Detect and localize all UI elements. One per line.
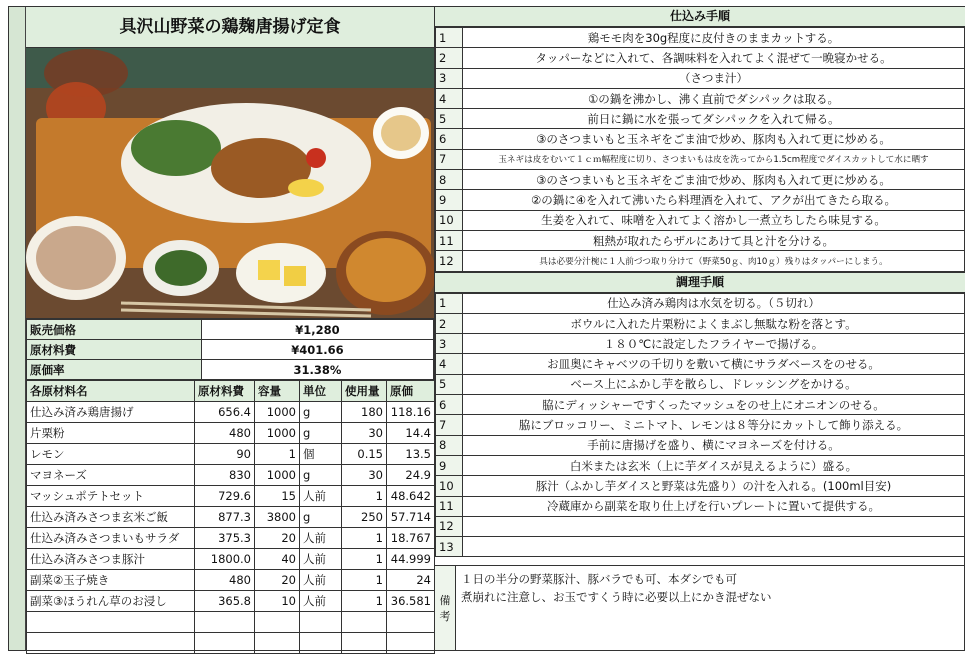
table-cell xyxy=(387,612,435,633)
step-text: （さつま汁） xyxy=(463,68,965,88)
step-number: 10 xyxy=(436,210,463,230)
table-cell: 1000 xyxy=(255,423,300,444)
step-row xyxy=(436,293,965,313)
table-cell: 1 xyxy=(342,549,387,570)
step-number: 5 xyxy=(436,109,463,129)
table-row xyxy=(27,591,435,612)
table-cell: 10 xyxy=(255,591,300,612)
summary-value: 31.38% xyxy=(202,360,434,380)
step-text: 冷蔵庫から副菜を取り仕上げを行いプレートに置いて提供する。 xyxy=(463,496,965,516)
table-cell: 人前 xyxy=(300,591,342,612)
column-header: 原材料費 xyxy=(195,381,255,402)
price-summary xyxy=(26,319,434,380)
step-number: 6 xyxy=(436,395,463,415)
cook-steps-table xyxy=(435,293,965,558)
table-cell: 20 xyxy=(255,528,300,549)
ingredients-table xyxy=(26,380,435,654)
step-number: 10 xyxy=(436,476,463,496)
right-panel xyxy=(434,7,965,650)
table-cell xyxy=(342,612,387,633)
table-cell: 830 xyxy=(195,465,255,486)
summary-label: 原価率 xyxy=(27,360,202,380)
step-number: 4 xyxy=(436,354,463,374)
table-cell: 1 xyxy=(342,570,387,591)
notes-line: 煮崩れに注意し、お玉ですくう時に必要以上にかき混ぜない xyxy=(461,590,772,604)
table-cell: 375.3 xyxy=(195,528,255,549)
step-text: ③のさつまいもと玉ネギをごま油で炒め、豚肉も入れて更に炒める。 xyxy=(463,170,965,190)
step-text: お皿奥にキャベツの千切りを敷いて横にサラダベースをのせる。 xyxy=(463,354,965,374)
step-row xyxy=(436,354,965,374)
table-cell xyxy=(195,633,255,654)
table-cell: 24.9 xyxy=(387,465,435,486)
table-cell: 57.714 xyxy=(387,507,435,528)
table-cell: 18.767 xyxy=(387,528,435,549)
step-text: 生姜を入れて、味噌を入れてよく溶かし一煮立ちしたら味見する。 xyxy=(463,210,965,230)
table-cell: 13.5 xyxy=(387,444,435,465)
step-row xyxy=(436,476,965,496)
step-row xyxy=(436,496,965,516)
table-cell: g xyxy=(300,423,342,444)
step-text: 具は必要分汁椀に１人前づつ取り分けて（野菜50ｇ、肉10ｇ）残りはタッパーにしまう。 xyxy=(463,251,965,271)
table-cell: 729.6 xyxy=(195,486,255,507)
table-cell: 人前 xyxy=(300,549,342,570)
step-number: 2 xyxy=(436,313,463,333)
table-row xyxy=(27,570,435,591)
table-cell: 118.16 xyxy=(387,402,435,423)
table-cell: 656.4 xyxy=(195,402,255,423)
prep-steps-table xyxy=(435,27,965,272)
step-text: ①の鍋を沸かし、沸く直前でダシパックは取る。 xyxy=(463,88,965,108)
table-cell: 30 xyxy=(342,465,387,486)
table-cell: 1000 xyxy=(255,402,300,423)
column-header: 使用量 xyxy=(342,381,387,402)
summary-label: 販売価格 xyxy=(27,320,202,340)
summary-row xyxy=(27,320,434,340)
step-row xyxy=(436,190,965,210)
table-row xyxy=(27,528,435,549)
step-number: 12 xyxy=(436,251,463,271)
step-number: 4 xyxy=(436,88,463,108)
meal-photo-icon xyxy=(26,48,434,318)
table-cell: 仕込み済み鶏唐揚げ xyxy=(27,402,195,423)
step-number: 12 xyxy=(436,516,463,536)
step-number: 3 xyxy=(436,334,463,354)
step-text: ③のさつまいもと玉ネギをごま油で炒め、豚肉も入れて更に炒める。 xyxy=(463,129,965,149)
table-cell: 48.642 xyxy=(387,486,435,507)
step-number: 1 xyxy=(436,293,463,313)
step-number: 7 xyxy=(436,149,463,169)
table-cell: 1 xyxy=(342,528,387,549)
table-row xyxy=(27,549,435,570)
step-row xyxy=(436,129,965,149)
notes-line: １日の半分の野菜豚汁、豚バラでも可、本ダシでも可 xyxy=(461,572,737,586)
column-header: 単位 xyxy=(300,381,342,402)
step-row xyxy=(436,251,965,271)
step-row xyxy=(436,88,965,108)
table-cell: 30 xyxy=(342,423,387,444)
table-cell: 仕込み済みさつま豚汁 xyxy=(27,549,195,570)
table-cell: 44.999 xyxy=(387,549,435,570)
step-row xyxy=(436,537,965,557)
step-row xyxy=(436,28,965,48)
step-text: 鶏モモ肉を30g程度に皮付きのままカットする。 xyxy=(463,28,965,48)
step-text xyxy=(463,516,965,536)
left-margin-bar xyxy=(9,7,26,650)
step-number: 8 xyxy=(436,435,463,455)
table-cell: マッシュポテトセット xyxy=(27,486,195,507)
summary-value: ¥1,280 xyxy=(202,320,434,340)
table-cell xyxy=(255,612,300,633)
table-cell: 1800.0 xyxy=(195,549,255,570)
notes-label-char: 考 xyxy=(439,610,451,623)
summary-value: ¥401.66 xyxy=(202,340,434,360)
table-cell: 365.8 xyxy=(195,591,255,612)
step-number: 5 xyxy=(436,374,463,394)
step-text: ボウルに入れた片栗粉によくまぶし無駄な粉を落とす。 xyxy=(463,313,965,333)
table-cell: 20 xyxy=(255,570,300,591)
step-row xyxy=(436,334,965,354)
table-cell xyxy=(300,612,342,633)
table-cell: 人前 xyxy=(300,528,342,549)
table-cell: g xyxy=(300,402,342,423)
summary-label: 原材料費 xyxy=(27,340,202,360)
table-cell: 仕込み済みさつま玄米ご飯 xyxy=(27,507,195,528)
ingredients-header-row xyxy=(27,381,435,402)
step-number: 11 xyxy=(436,496,463,516)
notes-section xyxy=(435,565,965,650)
column-header: 各原材料名 xyxy=(27,381,195,402)
step-text: ベース上にふかし芋を散らし、ドレッシングをかける。 xyxy=(463,374,965,394)
table-cell: 180 xyxy=(342,402,387,423)
table-cell xyxy=(342,633,387,654)
table-cell: 480 xyxy=(195,570,255,591)
step-row xyxy=(436,415,965,435)
step-number: 2 xyxy=(436,48,463,68)
step-text: 手前に唐揚げを盛り、横にマヨネーズを付ける。 xyxy=(463,435,965,455)
step-text: １８０℃に設定したフライヤーで揚げる。 xyxy=(463,334,965,354)
table-cell: 15 xyxy=(255,486,300,507)
step-text: 白米または玄米（上に芋ダイスが見えるように）盛る。 xyxy=(463,455,965,475)
table-row xyxy=(27,486,435,507)
table-cell: 個 xyxy=(300,444,342,465)
column-header: 原価 xyxy=(387,381,435,402)
step-row xyxy=(436,109,965,129)
step-row xyxy=(436,395,965,415)
table-cell: 人前 xyxy=(300,486,342,507)
table-cell: 1 xyxy=(255,444,300,465)
step-text: 豚汁（ふかし芋ダイスと野菜は先盛り）の汁を入れる。(100ml目安) xyxy=(463,476,965,496)
step-number: 11 xyxy=(436,230,463,250)
step-row xyxy=(436,210,965,230)
step-row xyxy=(436,230,965,250)
step-text: 前日に鍋に水を張ってダシパックを入れて帰る。 xyxy=(463,109,965,129)
table-cell: 副菜③ほうれん草のお浸し xyxy=(27,591,195,612)
table-cell xyxy=(300,633,342,654)
table-row xyxy=(27,633,435,654)
table-cell: 480 xyxy=(195,423,255,444)
step-text: ②の鍋に④を入れて沸いたら料理酒を入れて、アクが出てきたら取る。 xyxy=(463,190,965,210)
table-row xyxy=(27,444,435,465)
table-cell: 250 xyxy=(342,507,387,528)
step-number: 7 xyxy=(436,415,463,435)
table-cell xyxy=(27,633,195,654)
table-cell: 14.4 xyxy=(387,423,435,444)
meal-photo xyxy=(26,48,434,319)
step-number: 3 xyxy=(436,68,463,88)
table-row xyxy=(27,465,435,486)
notes-body xyxy=(461,570,772,606)
table-cell: マヨネーズ xyxy=(27,465,195,486)
step-row xyxy=(436,455,965,475)
step-number: 8 xyxy=(436,170,463,190)
step-row xyxy=(436,313,965,333)
step-text: 脇にディッシャーですくったマッシュをのせ上にオニオンのせる。 xyxy=(463,395,965,415)
prep-section-header: 仕込み手順 xyxy=(435,7,965,27)
table-cell xyxy=(195,612,255,633)
table-cell xyxy=(255,633,300,654)
table-cell: 1 xyxy=(342,486,387,507)
notes-label-char: 備 xyxy=(439,594,451,607)
step-number: 13 xyxy=(436,537,463,557)
step-text: 仕込み済み鶏肉は水気を切る。（５切れ） xyxy=(463,293,965,313)
page-title: 具沢山野菜の鶏麹唐揚げ定食 xyxy=(26,7,434,48)
table-cell: 1 xyxy=(342,591,387,612)
step-text: 脇にブロッコリー、ミニトマト、レモンは８等分にカットして飾り添える。 xyxy=(463,415,965,435)
table-row xyxy=(27,612,435,633)
step-text: タッパーなどに入れて、各調味料を入れてよく混ぜて一晩寝かせる。 xyxy=(463,48,965,68)
column-header: 容量 xyxy=(255,381,300,402)
table-cell: g xyxy=(300,507,342,528)
table-cell: 90 xyxy=(195,444,255,465)
table-cell: 24 xyxy=(387,570,435,591)
table-cell: 0.15 xyxy=(342,444,387,465)
step-row xyxy=(436,170,965,190)
step-number: 1 xyxy=(436,28,463,48)
table-cell: 40 xyxy=(255,549,300,570)
table-cell xyxy=(27,612,195,633)
table-cell xyxy=(387,633,435,654)
step-row xyxy=(436,149,965,169)
step-text: 玉ネギは皮をむいて１ｃｍ幅程度に切り、さつまいもは皮を洗ってから1.5cm程度でダイスカットして水に晒す xyxy=(463,149,965,169)
table-cell: 1000 xyxy=(255,465,300,486)
table-row xyxy=(27,402,435,423)
table-cell: 3800 xyxy=(255,507,300,528)
step-text: 粗熱が取れたらザルにあけて具と汁を分ける。 xyxy=(463,230,965,250)
step-row xyxy=(436,516,965,536)
table-cell: 片栗粉 xyxy=(27,423,195,444)
step-text xyxy=(463,537,965,557)
table-cell: 副菜②玉子焼き xyxy=(27,570,195,591)
table-row xyxy=(27,507,435,528)
table-cell: 人前 xyxy=(300,570,342,591)
step-number: 9 xyxy=(436,190,463,210)
table-row xyxy=(27,423,435,444)
step-number: 6 xyxy=(436,129,463,149)
table-cell: 877.3 xyxy=(195,507,255,528)
table-cell: 仕込み済みさつまいもサラダ xyxy=(27,528,195,549)
summary-row xyxy=(27,360,434,380)
step-number: 9 xyxy=(436,455,463,475)
step-row xyxy=(436,435,965,455)
step-row xyxy=(436,68,965,88)
summary-row xyxy=(27,340,434,360)
left-panel xyxy=(26,7,434,650)
recipe-sheet xyxy=(8,6,965,651)
step-row xyxy=(436,48,965,68)
table-cell: レモン xyxy=(27,444,195,465)
cook-section-header: 調理手順 xyxy=(435,272,965,293)
table-cell: g xyxy=(300,465,342,486)
table-cell: 36.581 xyxy=(387,591,435,612)
notes-label xyxy=(435,566,456,650)
step-row xyxy=(436,374,965,394)
